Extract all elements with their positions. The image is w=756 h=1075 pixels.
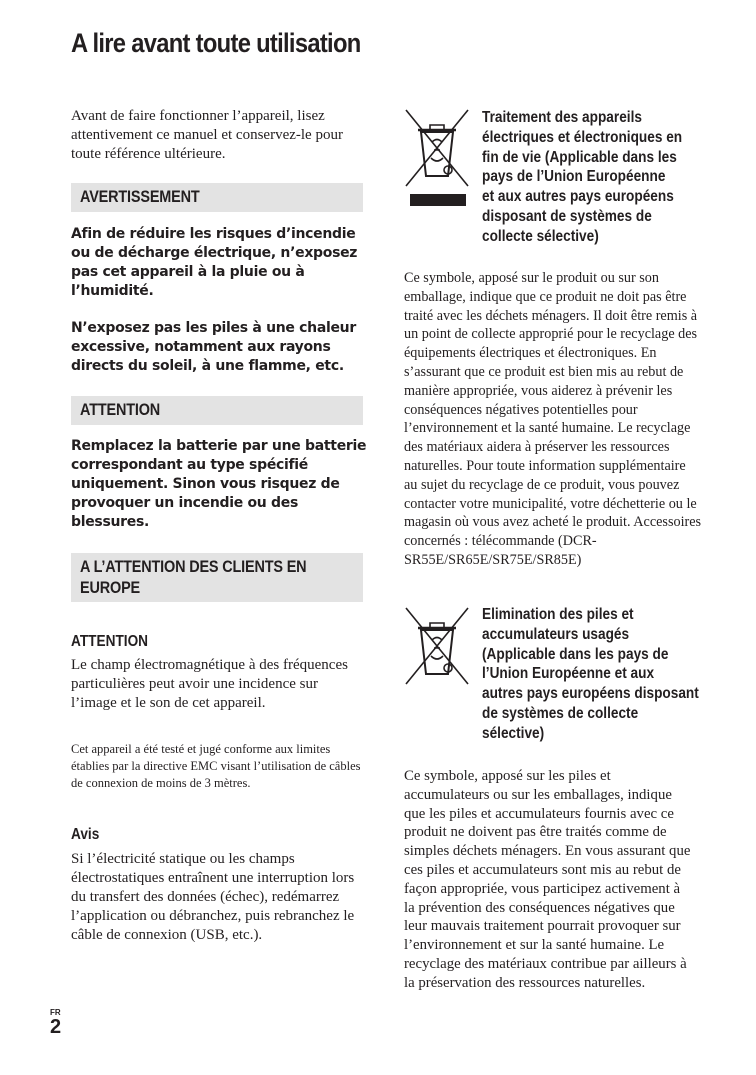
battery-heading-line: Elimination des piles et bbox=[482, 606, 634, 623]
battery-heading-line: (Applicable dans les pays de bbox=[482, 645, 669, 663]
weee-heading-line: pays de l’Union Européenne bbox=[482, 168, 666, 186]
battery-heading-line: accumulateurs usagés bbox=[482, 625, 630, 643]
page-lang: FR bbox=[50, 1008, 61, 1017]
attention2-heading-wrap bbox=[71, 633, 159, 651]
battery-heading bbox=[482, 605, 728, 744]
battery-heading-line: autres pays européens disposant bbox=[482, 685, 699, 703]
battery-heading-line: l’Union Européenne et aux bbox=[482, 665, 655, 683]
page-title: A lire avant toute utilisation bbox=[71, 28, 361, 58]
battery-paragraph: Ce symbole, apposé sur les piles et accumulateurs ou sur les emballages, indique que les piles et accumulateurs fournis avec ce produit ne doivent pas être traités comme de simples déchets ménagers. En vous assurant que ces piles et accumulateurs sont mis au rebut de façon appropriée, vous participez activement à la prévention des conséquences négatives que leur mauvais traitement pourrait provoquer sur l’environnement et sur la santé humaine. Le recyclage des matériaux contribue par ailleurs à la préservation des ressources naturelles. bbox=[404, 768, 691, 991]
avis-paragraph: Si l’électricité statique ou les champs électrostatiques entraînent une interruption lors du transfert des données (échec), redémarrez l’application ou débranchez, puis rebranchez le câble de connexion (USB, etc.). bbox=[71, 851, 355, 943]
weee-paragraph: Ce symbole, apposé sur le produit ou sur son emballage, indique que ce produit ne doit pas être traité avec les déchets ménagers. Il doit être remis à un point de collecte approprié pour le recyclage des équipements électriques et électroniques. En s’assurant que ce produit est bien mis au rebut de manière appropriée, vous aiderez à prévenir les conséquences négatives potentielles pour l’environnement et la santé humaine. Le recyclage des matériaux aidera à préserver les ressources naturelles. Pour toute information supplémentaire au sujet du recyclage de ce produit, vous pouvez contacter votre municipalité, votre déchetterie ou le magasin où vous avez acheté le produit. Accessoires concernés : télécommande (DCR-SR55E/SR65E/SR75E/SR85E) bbox=[404, 270, 702, 568]
weee-heading bbox=[482, 108, 709, 247]
weee-heading-line: Traitement des appareils bbox=[482, 109, 642, 126]
crossed-out-bin-icon bbox=[404, 108, 470, 208]
battery-heading-line: sélective) bbox=[482, 724, 545, 742]
page-number: 2 bbox=[50, 1016, 62, 1038]
weee-heading-line: disposant de systèmes de bbox=[482, 207, 652, 225]
attention2-paragraph: Le champ électromagnétique à des fréquences particulières peut avoir une incidence sur l’image et le son de cet appareil. bbox=[71, 657, 348, 711]
europe-heading-line-2: EUROPE bbox=[80, 578, 141, 597]
warning-paragraph-1: Afin de réduire les risques d’incendie ou de décharge électrique, n’exposez pas cet appareil à la pluie ou à l’humidité. bbox=[71, 226, 358, 299]
warning-paragraph-2: N’exposez pas les piles à une chaleur excessive, notamment aux rayons directs du soleil, à une flamme, etc. bbox=[71, 320, 356, 374]
attention-heading: ATTENTION bbox=[80, 400, 161, 419]
page-reference bbox=[50, 1008, 61, 1037]
avis-heading-wrap bbox=[71, 826, 103, 844]
europe-heading-band bbox=[71, 553, 363, 602]
intro-paragraph: Avant de faire fonctionner l’appareil, lisez attentivement ce manuel et conservez-le pour toute référence ultérieure. bbox=[71, 108, 343, 162]
avis-heading: Avis bbox=[71, 826, 100, 843]
battery-heading-line: de systèmes de collecte bbox=[482, 704, 639, 722]
weee-heading-line: collecte sélective) bbox=[482, 227, 599, 245]
weee-heading-line: fin de vie (Applicable dans les bbox=[482, 148, 677, 166]
attention-heading-band bbox=[71, 396, 363, 425]
attention2-heading: ATTENTION bbox=[71, 633, 149, 650]
weee-heading-line: et aux autres pays européens bbox=[482, 188, 674, 206]
europe-heading-line-1: A L’ATTENTION DES CLIENTS EN bbox=[80, 557, 307, 576]
attention-paragraph: Remplacez la batterie par une batterie correspondant au type spécifié uniquement. Sinon vous risquez de provoquer un incendie ou des blessures. bbox=[71, 438, 367, 530]
warning-heading-band bbox=[71, 183, 363, 212]
warning-heading: AVERTISSEMENT bbox=[80, 187, 200, 206]
attention2-note: Cet appareil a été testé et jugé conforme aux limites établies par la directive EMC visant l’utilisation de câbles de connexion de moins de 3 mètres. bbox=[71, 742, 361, 790]
weee-heading-line: électriques et électroniques en bbox=[482, 128, 683, 146]
crossed-out-battery-bin-icon bbox=[404, 606, 470, 688]
